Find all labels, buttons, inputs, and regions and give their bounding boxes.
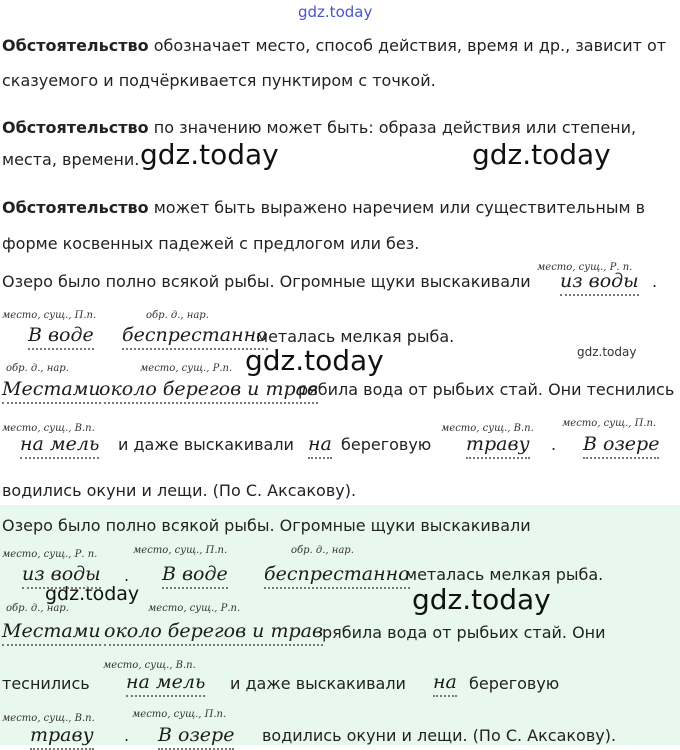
ex1-label: место, сущ., Р.п. (140, 363, 233, 374)
ex1-punct: . (652, 272, 658, 291)
theory-p3-line1 (2, 198, 645, 217)
ex2-adverbial: около берегов и трав (104, 620, 323, 646)
ex2-text: теснились (2, 674, 90, 693)
theory-p1-line1 (2, 36, 666, 55)
theory-p2-line2: места, времени. (2, 150, 140, 169)
theory-p3-line2: форме косвенных падежей с предлогом или без. (2, 234, 420, 253)
theory-p2-line1 (2, 118, 636, 137)
ex1-text: рябила вода от рыбьих стай. Они теснились (298, 380, 675, 399)
ex1-adverbial: на мель (20, 433, 99, 459)
ex2-adverbial: беспрестанно (264, 563, 410, 589)
ex1-text: береговую (341, 435, 432, 454)
ex2-label: место, сущ., В.п. (103, 660, 196, 671)
ex1-label: обр. д., нар. (146, 310, 209, 321)
ex1-label: место, сущ., П.п. (562, 418, 657, 429)
ex1-text: и даже выскакивали (118, 435, 294, 454)
watermark: gdz.today (577, 345, 637, 359)
ex1-label: обр. д., нар. (6, 363, 69, 374)
ex2-text: водились окуни и лещи. (По С. Аксакову). (262, 726, 617, 745)
ex2-label: место, сущ., В.п. (2, 713, 95, 724)
ex2-label: место, сущ., П.п. (132, 709, 227, 720)
ex2-adverbial: из воды (22, 563, 101, 589)
ex1-adverbial: из воды (560, 270, 639, 296)
ex1-adverbial: около берегов и трав (99, 378, 318, 404)
ex2-text: и даже выскакивали (230, 674, 406, 693)
term: Обстоятельство (2, 36, 149, 55)
watermark-top: gdz.today (298, 3, 373, 21)
ex2-label: обр. д., нар. (291, 545, 354, 556)
ex1-adverbial: В воде (28, 324, 94, 350)
ex1-text: Озеро было полно всякой рыбы. Огромные щуки выскакивали (2, 272, 531, 291)
text: обозначает место, способ действия, время и др., зависит от (153, 36, 667, 55)
ex1-adverbial: траву (466, 433, 530, 459)
ex1-punct: . (551, 435, 557, 454)
watermark: gdz.today (45, 583, 140, 605)
ex1-text: водились окуни и лещи. (По С. Аксакову). (2, 481, 357, 500)
watermark: gdz.today (245, 344, 384, 377)
ex2-label: место, сущ., П.п. (133, 545, 228, 556)
ex2-adverbial: траву (30, 724, 94, 750)
ex1-adverbial: В озере (583, 433, 659, 459)
ex2-label: место, сущ., Р. п. (2, 549, 98, 560)
ex2-text: береговую (469, 674, 560, 693)
ex1-adverbial: на (308, 433, 332, 459)
term: Обстоятельство (2, 118, 149, 137)
text: может быть выражено наречием или существительным в (153, 198, 646, 217)
ex1-label: место, сущ., П.п. (2, 310, 97, 321)
ex2-adverbial: В воде (162, 563, 228, 589)
ex2-label: место, сущ., Р.п. (148, 603, 241, 614)
ex1-text: металась мелкая рыба. (256, 327, 455, 346)
ex2-punct: . (124, 566, 130, 585)
watermark: gdz.today (472, 138, 611, 171)
text: по значению может быть: образа действия или степени, (153, 118, 637, 137)
ex1-label: место, сущ., В.п. (441, 423, 534, 434)
watermark: gdz.today (412, 583, 551, 616)
ex2-punct: . (124, 726, 130, 745)
ex2-adverbial: Местами (2, 620, 101, 646)
ex1-adverbial: Местами (2, 378, 101, 404)
ex1-adverbial: беспрестанно (122, 324, 268, 350)
ex2-adverbial: В озере (158, 724, 234, 750)
ex1-label: место, сущ., Р. п. (537, 262, 633, 273)
term: Обстоятельство (2, 198, 149, 217)
ex2-adverbial: на (433, 671, 457, 697)
ex1-label: место, сущ., В.п. (2, 423, 95, 434)
ex2-text: Озеро было полно всякой рыбы. Огромные щуки выскакивали (2, 516, 531, 535)
ex2-label: обр. д., нар. (6, 603, 69, 614)
ex2-adverbial: на мель (126, 671, 205, 697)
theory-p1-line2: сказуемого и подчёркивается пунктиром с точкой. (2, 71, 436, 90)
watermark: gdz.today (140, 138, 279, 171)
ex2-text: металась мелкая рыба. (405, 565, 604, 584)
ex2-text: рябила вода от рыбьих стай. Они (322, 623, 606, 642)
